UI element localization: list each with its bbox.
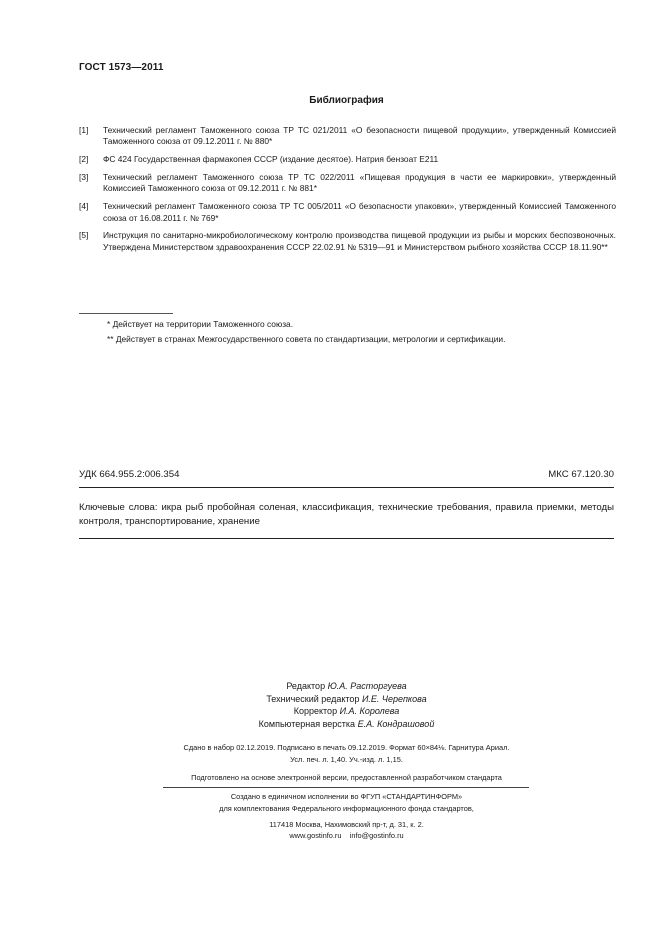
- bibliography-title: Библиография: [309, 95, 384, 106]
- credit-role: Корректор: [293, 706, 338, 717]
- publisher-email-link[interactable]: info@gostinfo.ru: [349, 831, 404, 841]
- reference-number: [2]: [79, 154, 89, 165]
- credit-role: Компьютерная верстка: [258, 718, 356, 729]
- reference-number: [5]: [79, 230, 89, 241]
- bibliography-item: [79, 125, 616, 148]
- credit-proofreader: [79, 705, 614, 718]
- credit-name: И.Е. Черепкова: [361, 693, 427, 704]
- publisher-divider: [163, 787, 529, 788]
- bibliography-item: [79, 230, 616, 253]
- credit-editor: [79, 680, 614, 693]
- credit-role: Редактор: [286, 681, 326, 691]
- bibliography-item: [79, 172, 616, 195]
- prepared-note: Подготовлено на основе электронной версии, предоставленной разработчиком стандарта: [191, 773, 502, 782]
- reference-text: Инструкция по санитарно-микробиологическому контролю производства пищевой продукции из рыбы и морских беспозвоночных. Утверждена Министерством здравоохранения СССР 22.02.91 № 5319—91 и Министерством рыбного хозяйства СССР 18.11.90**: [103, 230, 616, 252]
- reference-text: Технический регламент Таможенного союза ТР ТС 005/2011 «О безопасности упаковки», утвержденный Комиссией Таможенного союза от 16.08.2011 г. № 769*: [103, 201, 616, 223]
- reference-number: [3]: [79, 172, 89, 183]
- bibliography-item: [79, 154, 616, 165]
- credit-name: Ю.А. Расторгуева: [327, 681, 407, 691]
- footnote-divider: [79, 313, 173, 314]
- keywords-text: Ключевые слова: икра рыб пробойная соленая, классификация, технические требования, правила приемки, методы контроля, транспортирование, хранение: [79, 502, 614, 527]
- imprint-line: Сдано в набор 02.12.2019. Подписано в печать 09.12.2019. Формат 60×84⅛. Гарнитура Ариал.: [183, 743, 510, 752]
- reference-text: Технический регламент Таможенного союза ТР ТС 022/2011 «Пищевая продукция в части ее маркировки», утвержденный Комиссией Таможенного союза от 09.12.2011 г. № 881*: [103, 172, 616, 194]
- credit-layout: [79, 718, 614, 731]
- credit-name: Е.А. Кондрашовой: [357, 718, 435, 729]
- publisher-contacts: [79, 830, 614, 842]
- keywords-top-divider: [79, 487, 614, 488]
- reference-text: ФС 424 Государственная фармакопея СССР (издание десятое). Натрия бензоат E211: [103, 154, 439, 165]
- publisher-line: для комплектования Федерального информационного фонда стандартов,: [219, 803, 474, 813]
- bibliography-list: [79, 125, 616, 260]
- print-imprint: [79, 742, 614, 765]
- reference-text: Технический регламент Таможенного союза ТР ТС 021/2011 «О безопасности пищевой продукции», утвержденный Комиссией Таможенного союза от 09.12.2011 г. № 880*: [103, 125, 616, 147]
- publisher-info: [79, 791, 614, 842]
- footnote-customs-union: * Действует на территории Таможенного союза.: [107, 319, 294, 329]
- editorial-credits: [79, 680, 614, 730]
- publisher-website-link[interactable]: www.gostinfo.ru: [289, 831, 342, 841]
- udk-code: УДК 664.955.2:006.354: [79, 469, 180, 480]
- keywords-bottom-divider: [79, 538, 614, 539]
- document-code: ГОСТ 1573—2011: [79, 62, 164, 73]
- publisher-address: 117418 Москва, Нахимовский пр-т, д. 31, к. 2.: [269, 819, 424, 829]
- mks-code: МКС 67.120.30: [548, 469, 614, 480]
- imprint-line: Усл. печ. л. 1,40. Уч.-изд. л. 1,15.: [290, 754, 403, 764]
- reference-number: [1]: [79, 125, 89, 135]
- reference-number: [4]: [79, 201, 89, 212]
- credit-role: Технический редактор: [266, 693, 360, 704]
- credit-technical-editor: [79, 693, 614, 706]
- credit-name: И.А. Королева: [339, 706, 400, 717]
- bibliography-item: [79, 201, 616, 224]
- footnote-interstate-council: ** Действует в странах Межгосударственного совета по стандартизации, метрологии и сертификации.: [107, 334, 506, 344]
- publisher-line: Создано в единичном исполнении во ФГУП «СТАНДАРТИНФОРМ»: [230, 792, 463, 801]
